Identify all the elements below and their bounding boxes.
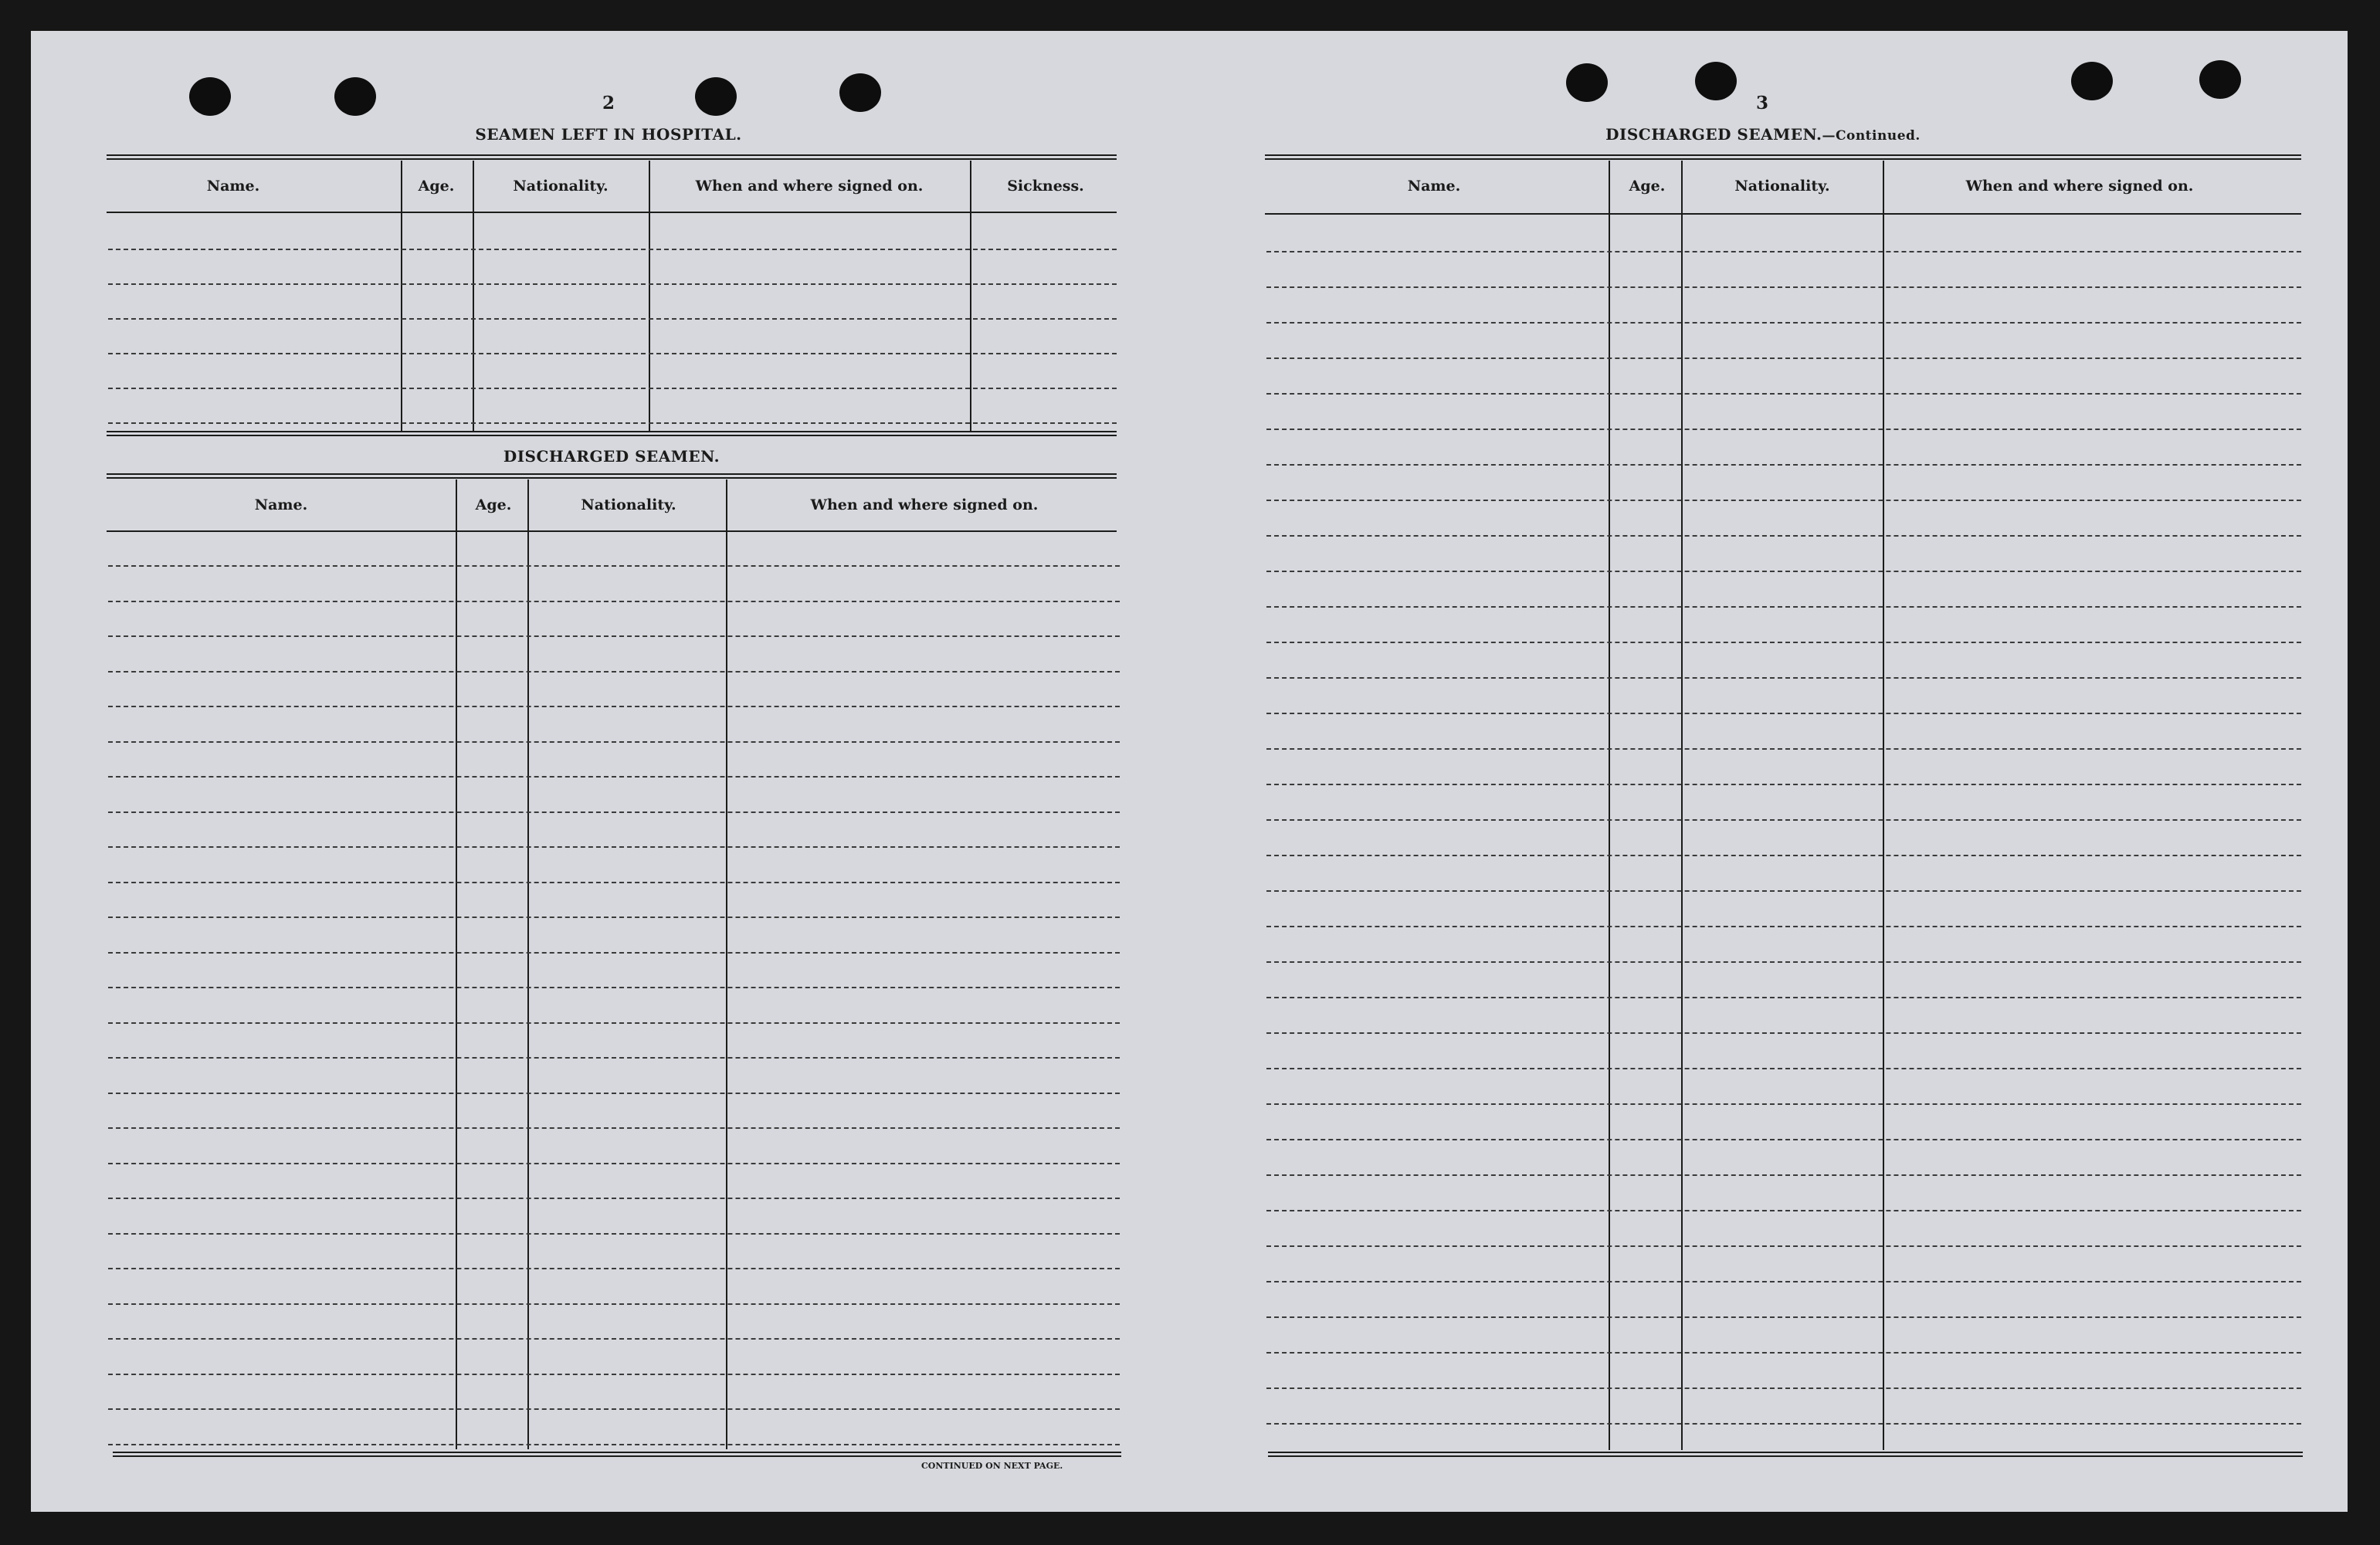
column-header-name: Name.	[254, 496, 308, 513]
punch-hole	[1695, 62, 1737, 100]
discharged-continued-title	[1605, 125, 1921, 144]
record-sheet	[31, 31, 2348, 1512]
page-number: 3	[1755, 93, 1769, 114]
column-header-nationality: Nationality.	[581, 496, 676, 513]
entry-line	[108, 318, 1117, 320]
hospital-section-title: SEAMEN LEFT IN HOSPITAL.	[475, 125, 742, 144]
discharged-section-title: DISCHARGED SEAMEN.	[503, 447, 720, 466]
entry-line	[108, 422, 1117, 424]
punch-hole	[695, 77, 737, 116]
punch-hole	[2199, 60, 2241, 99]
column-header-age: Age.	[475, 496, 512, 513]
column-header-signed-on: When and where signed on.	[1965, 178, 2194, 195]
column-header-name: Name.	[1407, 178, 1461, 195]
continued-note: CONTINUED ON NEXT PAGE.	[921, 1461, 1063, 1471]
punch-hole	[839, 73, 881, 112]
punch-hole	[1566, 63, 1608, 102]
punch-hole	[334, 77, 376, 116]
entry-line	[108, 353, 1117, 354]
entry-line	[108, 283, 1117, 285]
column-header-name: Name.	[206, 178, 260, 195]
column-header-age: Age.	[418, 178, 455, 195]
column-header-nationality: Nationality.	[513, 178, 609, 195]
page-number: 2	[602, 93, 615, 114]
column-header-signed-on: When and where signed on.	[810, 496, 1039, 513]
title-suffix: —Continued.	[1822, 128, 1921, 144]
column-header-signed-on: When and where signed on.	[695, 178, 924, 195]
column-header-nationality: Nationality.	[1734, 178, 1830, 195]
entry-line	[108, 388, 1117, 389]
punch-hole	[2071, 62, 2113, 100]
column-header-age: Age.	[1629, 178, 1666, 195]
title-main: DISCHARGED SEAMEN.	[1605, 125, 1822, 144]
punch-hole	[189, 77, 231, 116]
column-header-sickness: Sickness.	[1007, 178, 1084, 195]
entry-line	[108, 249, 1117, 250]
